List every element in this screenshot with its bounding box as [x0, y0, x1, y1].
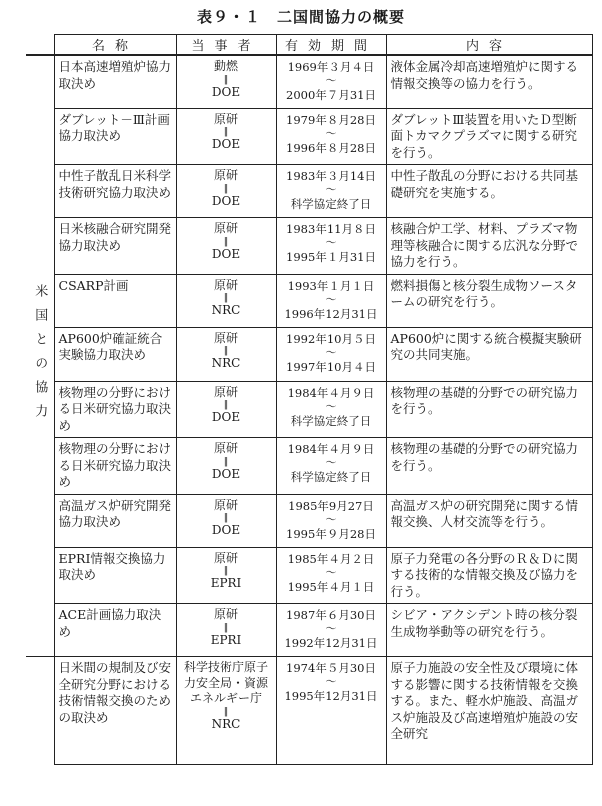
period-tilde: ～: [325, 126, 337, 140]
period-tilde: ～: [325, 399, 337, 413]
agreement-content: 高温ガス炉の研究開発に関する情報交換、人材交流等を行う。: [386, 494, 592, 547]
table-row: [26, 218, 592, 275]
period-tilde: ～: [325, 565, 337, 579]
period-cell: [276, 55, 386, 108]
party-us: NRC: [211, 356, 241, 370]
period-tilde: ～: [325, 236, 337, 249]
agreement-content: ダブレットⅢ装置を用いたＤ型断面トカマクプラズマに関する研究を行う。: [386, 108, 592, 165]
party-cell: [176, 438, 276, 495]
period-tilde: ～: [325, 345, 337, 359]
period-end: 1995年１月31日: [286, 250, 376, 264]
party-cell: [176, 547, 276, 604]
period-tilde: ～: [325, 622, 337, 635]
party-cell: [176, 218, 276, 275]
period-start: 1983年３月14日: [286, 169, 376, 183]
party-us: DOE: [211, 410, 241, 424]
table-row: [26, 657, 592, 765]
party-japan: 原研: [213, 441, 238, 455]
party-us: NRC: [211, 303, 241, 317]
period-start: 1993年１月１日: [287, 278, 375, 293]
period-tilde: ～: [325, 675, 337, 688]
header-name: 名称: [54, 35, 176, 56]
period-tilde: ～: [325, 292, 337, 306]
party-cell: [176, 274, 276, 327]
party-separator: ‖: [223, 566, 229, 576]
group-cell-empty: [26, 657, 54, 765]
agreement-content: AP600炉に関する統合模擬実験研究の共同実施。: [386, 327, 592, 381]
party-japan: 原研: [213, 330, 238, 345]
party-cell: [176, 381, 276, 438]
period-end: 科学協定終了日: [290, 197, 372, 211]
period-cell: [276, 327, 386, 381]
period-end: 科学協定終了日: [290, 413, 372, 428]
period-end: 1995年４月１日: [287, 579, 375, 594]
agreement-name: 日本高速増殖炉協力取決め: [54, 55, 176, 108]
period-tilde: ～: [325, 456, 337, 469]
period-end: 科学協定終了日: [290, 470, 372, 484]
party-separator: ‖: [223, 183, 229, 194]
group-label: 米国との協力: [32, 284, 48, 428]
table-row: [26, 108, 592, 165]
table-row: [26, 494, 592, 547]
period-end: 1995年12月31日: [284, 689, 378, 703]
agreement-name: ACE計画協力取決め: [54, 604, 176, 657]
party-japan: 原研: [213, 550, 238, 565]
party-japan: 原研: [213, 168, 238, 182]
party-separator: ‖: [223, 456, 229, 467]
header-period: 有効期間: [276, 35, 386, 56]
party-japan: 科学技術庁原子力安全局・資源エネルギー庁: [183, 660, 268, 705]
period-start: 1984年４月９日: [287, 442, 375, 456]
period-start: 1985年9月27日: [288, 498, 374, 513]
agreement-content: シビア・アクシデント時の核分裂生成物挙動等の研究を行う。: [386, 604, 592, 657]
party-separator: ‖: [223, 400, 229, 410]
period-cell: [276, 274, 386, 327]
party-separator: ‖: [223, 513, 229, 523]
header-group-cell: [26, 35, 54, 56]
agreement-name: 日米核融合研究開発協力取決め: [54, 218, 176, 275]
party-japan: 原研: [213, 497, 238, 512]
party-us: NRC: [211, 716, 241, 731]
agreement-content: 原子力発電の各分野のＲ＆Ｄに関する技術的な情報交換及び協力を行う。: [386, 547, 592, 604]
period-start: 1985年４月２日: [287, 551, 375, 566]
party-separator: ‖: [223, 236, 229, 247]
party-separator: ‖: [223, 74, 229, 85]
period-start: 1987年６月30日: [286, 608, 376, 622]
agreement-content: 核融合炉工学、材料、プラズマ物理等核融合に関する広汎な分野で協力を行う。: [386, 218, 592, 275]
period-cell: [276, 604, 386, 657]
party-cell: [176, 657, 276, 765]
period-cell: [276, 494, 386, 547]
agreement-name: ダブレット－Ⅲ計画協力取決め: [54, 108, 176, 165]
party-separator: ‖: [223, 622, 229, 633]
table-row: [26, 438, 592, 495]
table-row: [26, 381, 592, 438]
party-us: EPRI: [210, 632, 242, 647]
party-japan: 動燃: [213, 59, 238, 73]
period-cell: [276, 218, 386, 275]
period-cell: [276, 547, 386, 604]
period-start: 1992年10月５日: [286, 331, 376, 346]
period-start: 1974年５月30日: [286, 661, 376, 675]
group-cell: [26, 55, 54, 657]
agreement-name: CSARP計画: [54, 274, 176, 327]
period-end: 1992年12月31日: [284, 636, 378, 650]
agreement-content: 燃料損傷と核分裂生成物ソースタームの研究を行う。: [386, 274, 592, 327]
agreement-content: 核物理の基礎的分野での研究協力を行う。: [386, 438, 592, 495]
period-end: 1996年12月31日: [284, 306, 378, 321]
party-cell: [176, 165, 276, 218]
table-body: [26, 55, 592, 765]
cooperation-table: [26, 34, 593, 765]
agreement-content: 液体金属冷却高速増殖炉に関する情報交換等の協力を行う。: [386, 55, 592, 108]
table-row: [26, 327, 592, 381]
period-cell: [276, 657, 386, 765]
party-japan: 原研: [213, 221, 238, 235]
party-japan: 原研: [213, 111, 238, 126]
period-end: 2000年７月31日: [286, 88, 376, 102]
table-row: [26, 55, 592, 108]
party-separator: ‖: [223, 127, 229, 137]
party-japan: 原研: [213, 384, 238, 399]
agreement-name: 核物理の分野における日米研究協力取決め: [54, 381, 176, 438]
period-cell: [276, 381, 386, 438]
period-start: 1969年３月４日: [287, 60, 375, 74]
party-cell: [176, 494, 276, 547]
agreement-content: 核物理の基礎的分野での研究協力を行う。: [386, 381, 592, 438]
table-title: 表９・１ 二国間協力の概要: [196, 8, 405, 26]
party-cell: [176, 604, 276, 657]
period-start: 1979年８月28日: [286, 112, 376, 127]
party-us: DOE: [211, 84, 241, 99]
agreement-content: 原子力施設の安全性及び環境に体する影響に関する技術情報を交換する。また、軽水炉施設、高温ガス炉施設及び高速増殖炉施設の安全研究: [386, 657, 592, 765]
agreement-name: 中性子散乱日米科学技術研究協力取決め: [54, 165, 176, 218]
agreement-name: 日米間の規制及び安全研究分野における技術情報交換のための取決め: [54, 657, 176, 765]
party-us: DOE: [211, 466, 241, 481]
agreement-name: 核物理の分野における日米研究協力取決め: [54, 438, 176, 495]
header-party: 当事者: [176, 35, 276, 56]
party-cell: [176, 108, 276, 165]
party-cell: [176, 55, 276, 108]
period-tilde: ～: [325, 74, 337, 87]
header-row: [26, 35, 592, 56]
period-end: 1997年10月４日: [286, 359, 376, 374]
party-separator: ‖: [223, 706, 229, 717]
period-end: 1995年９月28日: [286, 526, 376, 541]
period-cell: [276, 438, 386, 495]
period-start: 1983年11月８日: [286, 222, 376, 236]
party-cell: [176, 327, 276, 381]
table-row: [26, 165, 592, 218]
agreement-content: 中性子散乱の分野における共同基礎研究を実施する。: [386, 165, 592, 218]
party-japan: 原研: [213, 277, 238, 292]
period-cell: [276, 108, 386, 165]
party-us: DOE: [211, 523, 241, 537]
agreement-name: AP600炉確証統合実験協力取決め: [54, 327, 176, 381]
period-cell: [276, 165, 386, 218]
period-tilde: ～: [325, 183, 337, 196]
header-content: 内容: [386, 35, 592, 56]
party-japan: 原研: [213, 607, 238, 621]
party-separator: ‖: [223, 346, 229, 356]
party-us: DOE: [211, 137, 241, 151]
table-row: [26, 274, 592, 327]
agreement-name: EPRI情報交換協力取決め: [54, 547, 176, 604]
table-row: [26, 604, 592, 657]
party-separator: ‖: [223, 293, 229, 303]
period-start: 1984年４月９日: [287, 385, 375, 400]
party-us: DOE: [211, 246, 241, 261]
period-end: 1996年８月28日: [286, 140, 376, 155]
period-tilde: ～: [325, 512, 337, 526]
table-row: [26, 547, 592, 604]
agreement-name: 高温ガス炉研究開発協力取決め: [54, 494, 176, 547]
party-us: EPRI: [210, 576, 242, 590]
party-us: DOE: [211, 193, 241, 208]
